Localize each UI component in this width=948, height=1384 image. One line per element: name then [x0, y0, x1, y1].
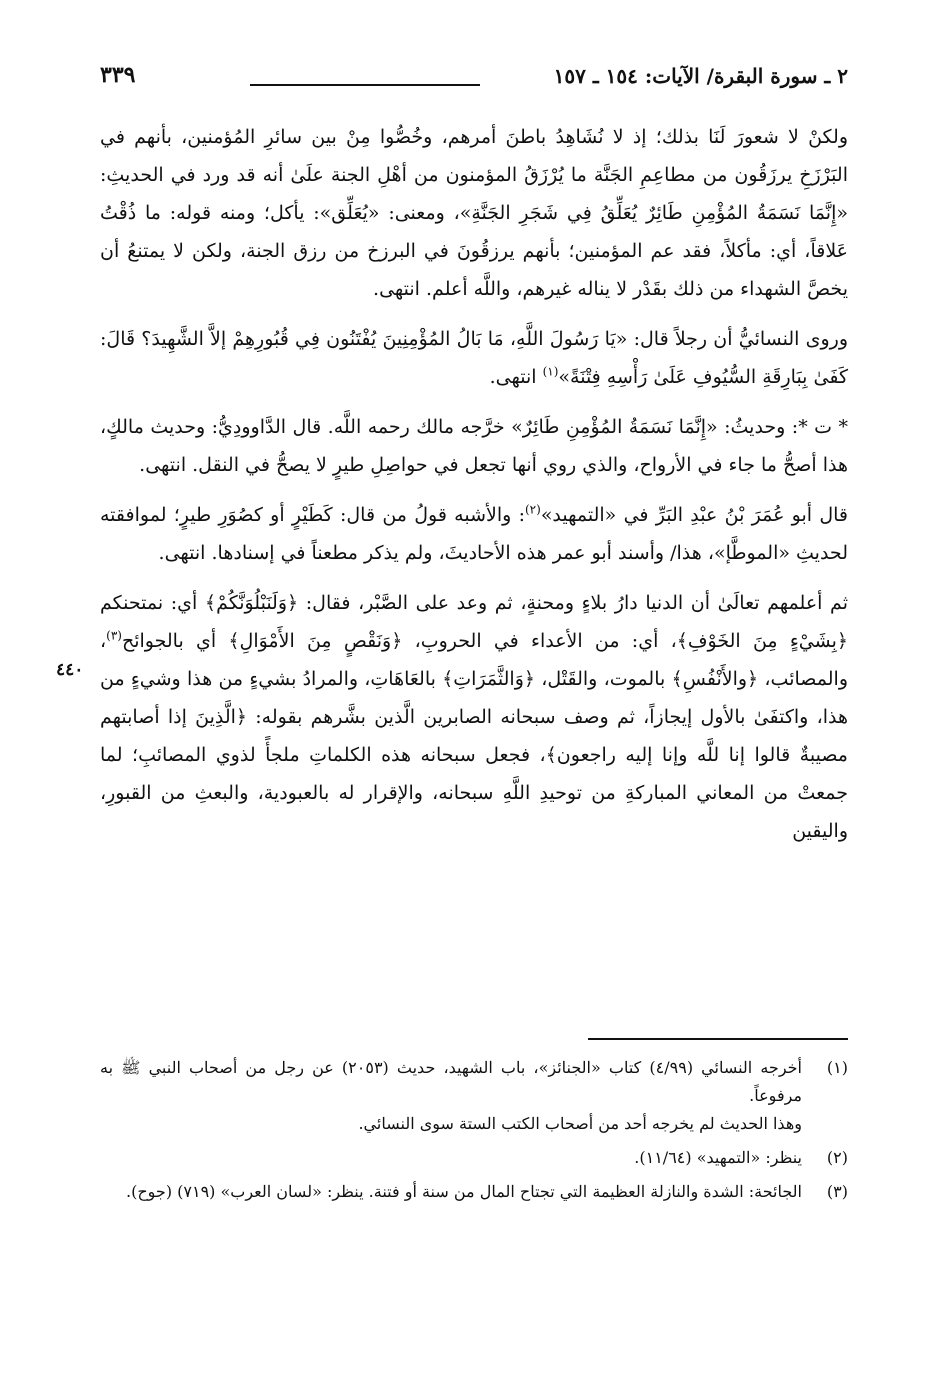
footnotes: [100, 1054, 848, 1212]
paragraph: [100, 320, 848, 396]
paragraph: [100, 496, 848, 572]
footnote-text: الجائحة: الشدة والنازلة العظيمة التي تجتاح المال من سنة أو فتنة. ينظر: «لسان العرب» (٧١٩) (جوح).: [126, 1182, 802, 1201]
footnote-body: [100, 1144, 802, 1172]
paragraph-text: ثم أعلمهم تعالَىٰ أن الدنيا دارُ بلاءٍ ومحنةٍ، ثم وعد على الصَّبْر، فقال: ﴿وَلَنَبْلُوَنَّكُمْ﴾ أي: نمتحنكم ﴿بِشَيْءٍ مِنَ الخَوْفِ﴾، أي: من الأعداء في الحروبِ، ﴿وَنَقْصٍ مِنَ الأَمْوَالِ﴾ أي بالجوائح: [100, 592, 848, 652]
footnote-reference: (٣): [106, 628, 122, 643]
footnote-text: ينظر: «التمهيد» (١١/٦٤).: [634, 1148, 802, 1167]
footnote: [100, 1178, 848, 1206]
footnote: [100, 1054, 848, 1138]
paragraph-text: انتهى.: [489, 366, 543, 388]
footnote-rule: [588, 1038, 848, 1040]
margin-page-marker: ٤٤٠: [56, 660, 84, 680]
paragraph-text: ولكنْ لا شعورَ لَنَا بذلك؛ إذ لا نُشَاهِدُ باطنَ أمرهم، وخُصُّوا مِنْ بين سائرِ المُؤمنين، بأنهم في البَرْزَخِ يرزَقُون من مطاعِمِ الجَنَّة ما يُرْزَقُ المؤمنون من أهْلِ الجنة علَىٰ أنه قد ورد في الحديثِ: «إِنَّمَا نَسَمَةُ المُؤْمِنِ طَائِرٌ يُعَلِّقُ فِي شَجَرِ الجَنَّةِ»، ومعنى: «يُعَلِّق»: يأكل؛ ومنه قوله: ما ذُقْتُ عَلاقاً، أي: مأكلاً، فقد عم المؤمنين؛ بأنهم يرزقُونَ في البرزخ من رزق الجنة، ولكن لا يمتنعُ أن يخصَّ الشهداء من ذلك بقَدْر لا يناله غيرهم، واللَّه أعلم. انتهى.: [100, 126, 848, 300]
page-header: [100, 60, 848, 100]
footnote-number: (١): [826, 1058, 848, 1077]
footnote-number: (٣): [826, 1182, 848, 1201]
paragraph-text: قال أبو عُمَرَ بْنُ عبْدِ البَرِّ في «التمهيد»: [540, 504, 849, 526]
footnote-reference: (١): [542, 364, 559, 379]
paragraph-text: : والأشبه قولُ من قال: كَطَيْرٍ أو كصُوَرِ طيرٍ؛ لموافقته لحديثِ «الموطَّإ»، هذا/ وأسند أبو عمر هذه الأحاديثَ، ولم يذكر مطعناً في إسنادها. انتهى.: [100, 504, 848, 564]
main-text: [100, 118, 848, 862]
footnote-text: وهذا الحديث لم يخرجه أحد من أصحاب الكتب الستة سوى النسائي.: [358, 1114, 802, 1133]
footnote-body: [100, 1054, 802, 1138]
paragraph-text: وروى النسائيُّ أن رجلاً قال: «يَا رَسُولَ اللَّهِ، مَا بَالُ المُؤْمِنِينَ يُفْتَنُون فِي قُبُورِهِمْ إلاَّ الشَّهِيدَ؟ قَالَ: كَفَىٰ بِبَارِقَةِ السُّيُوفِ عَلَىٰ رَأْسِهِ فِتْنَةً»: [100, 328, 848, 388]
page-number: ٣٣٩: [100, 62, 136, 88]
footnote-text: أخرجه النسائي (٤/٩٩) كتاب «الجنائز»، باب الشهيد، حديث (٢٠٥٣) عن رجل من أصحاب النبي ﷺ به مرفوعاً.: [100, 1058, 802, 1105]
paragraph: [100, 408, 848, 484]
running-title: ٢ ـ سورة البقرة/ الآيات: ١٥٤ ـ ١٥٧: [553, 64, 848, 88]
paragraph: [100, 118, 848, 308]
paragraph: [100, 584, 848, 850]
paragraph-text: * ت *: وحديثُ: «إِنَّمَا نَسَمَةُ المُؤْمِنِ طَائِرٌ» خرَّجه مالك رحمه اللَّه. قال الدَّاوودِيُّ: وحديث مالكٍ، هذا أصحُّ ما جاء في الأرواح، والذي روي أنها تجعل في حواصِلِ طيرٍ لا يصحُّ في النقل. انتهى.: [100, 416, 848, 476]
footnote-reference: (٢): [524, 502, 541, 517]
header-rule: [250, 84, 480, 86]
paragraph-text: ، والمصائب، ﴿والأَنْفُسِ﴾ بالموت، والقَتْل، ﴿وَالثَّمَرَاتِ﴾ بالعَاهَاتِ، والمرادُ بشيءٍ من هذا وشيءٍ من هذا، واكتفَىٰ بالأول إيجازاً، ثم وصف سبحانه الصابرين الَّذين بشَّرهم بقوله: ﴿الَّذِينَ إذا أصابتهم مصيبةٌ قالوا إنا للَّه وإنا إليه راجعون﴾، فجعل سبحانه هذه الكلماتِ ملجأً لذوي المصائبِ؛ لما جمعتْ من المعاني المباركةِ من توحيدِ اللَّهِ سبحانه، والإقرار له بالعبودية، والبعثِ من القبورِ، واليقين: [100, 630, 848, 842]
footnote-number: (٢): [826, 1148, 848, 1167]
footnote-body: [100, 1178, 802, 1206]
footnote: [100, 1144, 848, 1172]
